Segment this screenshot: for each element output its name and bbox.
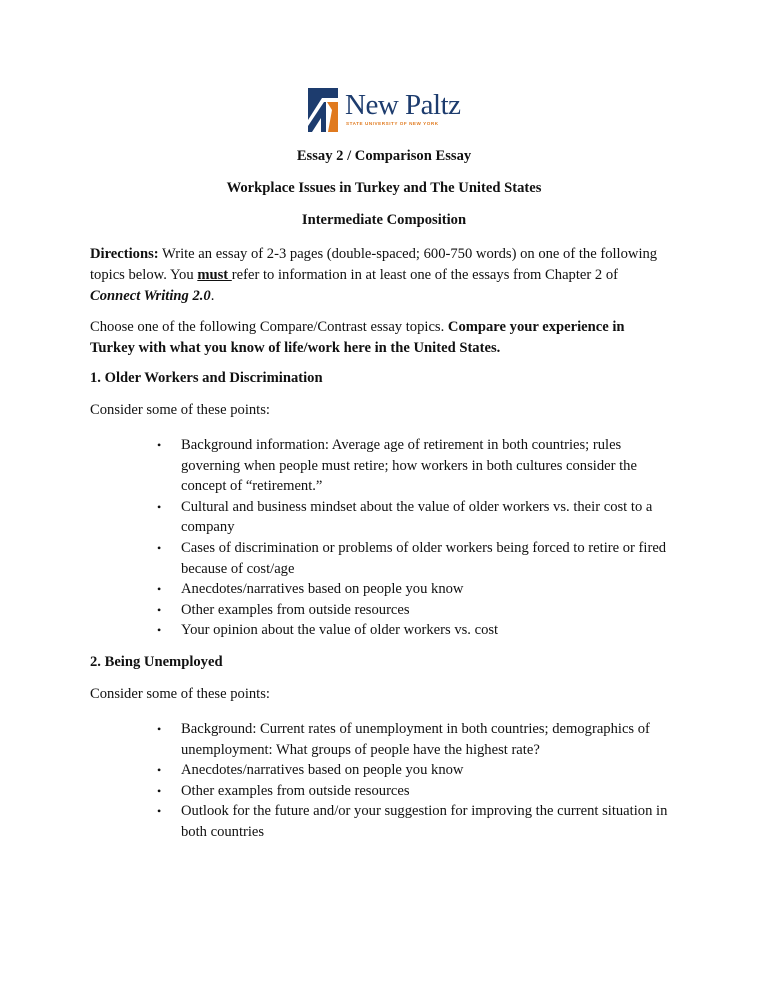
list-item: [157, 620, 677, 641]
directions-paragraph: [90, 244, 690, 307]
bullet-text: Other examples from outside resources: [181, 782, 410, 799]
logo-subtitle: STATE UNIVERSITY OF NEW YORK: [346, 121, 439, 126]
list-item: [157, 579, 677, 600]
directions-text-2b: refer to information in at least one of the essays from Chapter 2 of: [231, 267, 618, 283]
bullet-text: Background: Current rates of unemployment in both countries; demographics of unemployment: What groups of people have the highest rate?: [181, 721, 650, 758]
topic-2-consider: Consider some of these points:: [90, 686, 270, 702]
bullet-icon: •: [157, 722, 162, 736]
bullet-text: Cultural and business mindset about the value of older workers vs. their cost to a company: [181, 498, 653, 536]
list-item: [157, 719, 677, 760]
bullet-icon: •: [157, 602, 162, 617]
logo-mark-icon: [308, 88, 338, 132]
bullet-icon: •: [157, 540, 162, 555]
list-item: [157, 760, 677, 781]
book-title: Connect Writing 2.0: [90, 288, 211, 304]
choose-text: Choose one of the following Compare/Contrast essay topics.: [90, 319, 448, 335]
topic-1-consider: Consider some of these points:: [90, 402, 270, 418]
bullet-icon: •: [157, 499, 162, 514]
choose-paragraph: [90, 317, 690, 359]
bullet-text: Anecdotes/narratives based on people you know: [181, 581, 464, 598]
list-item: [157, 497, 677, 538]
essay-subtitle: Workplace Issues in Turkey and The United States: [226, 180, 542, 196]
choose-bold-2: Turkey with what you know of life/work here in the United States.: [90, 340, 501, 356]
list-item: [157, 435, 677, 497]
directions-text-1: Write an essay of 2-3 pages (double-spaced; 600-750 words) on one of the following: [158, 246, 658, 262]
bullet-icon: •: [157, 582, 162, 597]
bullet-icon: •: [157, 438, 162, 452]
list-item: [157, 600, 677, 621]
topic-1-heading: 1. Older Workers and Discrimination: [90, 370, 323, 386]
directions-period: .: [210, 288, 215, 304]
bullet-text: Your opinion about the value of older workers vs. cost: [181, 622, 499, 639]
essay-title: Essay 2 / Comparison Essay: [296, 148, 472, 164]
bullet-text: Other examples from outside resources: [181, 601, 410, 618]
must-emphasis: must: [197, 267, 232, 283]
bullet-text: Background information: Average age of retirement in both countries; rules governing when people must retire; how workers in both cultures consider the concept of “retirement.”: [181, 437, 637, 495]
topic-2-bullet-list: [157, 719, 677, 843]
bullet-icon: •: [157, 763, 162, 778]
bullet-text: Anecdotes/narratives based on people you know: [181, 762, 464, 779]
choose-bold-1: Compare your experience in: [447, 319, 625, 335]
directions-label: Directions:: [90, 246, 159, 262]
directions-text-2a: topics below. You: [90, 267, 198, 283]
bullet-text: Outlook for the future and/or your suggestion for improving the current situation in both countries: [181, 803, 668, 840]
new-paltz-logo: [308, 88, 468, 134]
course-title: Intermediate Composition: [301, 212, 467, 228]
bullet-icon: •: [157, 623, 162, 638]
topic-2-heading: 2. Being Unemployed: [90, 654, 223, 670]
topic-1-bullet-list: [157, 435, 677, 641]
bullet-icon: •: [157, 783, 162, 798]
list-item: [157, 781, 677, 802]
logo-wordmark: New Paltz: [345, 89, 461, 121]
list-item: [157, 801, 677, 842]
bullet-icon: •: [157, 804, 162, 819]
bullet-text: Cases of discrimination or problems of older workers being forced to retire or fired because of cost/age: [181, 539, 667, 577]
list-item: [157, 538, 677, 579]
